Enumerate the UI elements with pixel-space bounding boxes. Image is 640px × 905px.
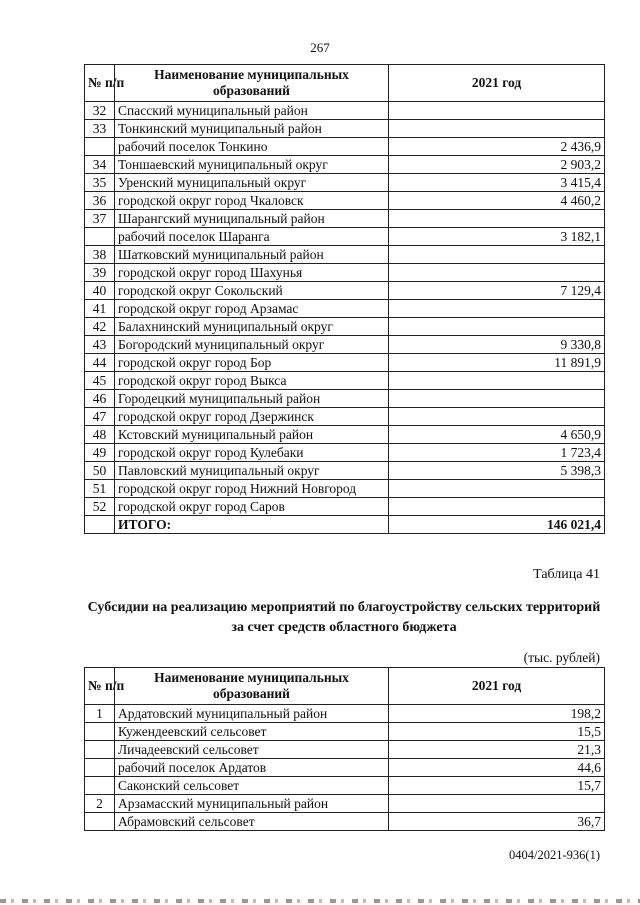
table-row	[85, 174, 605, 192]
row-name: городской округ город Кулебаки	[115, 444, 389, 462]
municipal-table-1	[84, 64, 605, 534]
row-name: Арзамасский муниципальный район	[115, 795, 389, 813]
table-row	[85, 426, 605, 444]
row-value: 15,5	[389, 723, 605, 741]
table-row	[85, 156, 605, 174]
row-number: 39	[85, 264, 115, 282]
row-value	[389, 318, 605, 336]
row-number: 2	[85, 795, 115, 813]
table-row	[85, 318, 605, 336]
header-name: Наименование муниципальных образований	[115, 65, 389, 102]
row-value	[389, 264, 605, 282]
row-number: 45	[85, 372, 115, 390]
row-name: городской округ город Нижний Новгород	[115, 480, 389, 498]
row-name: городской округ город Дзержинск	[115, 408, 389, 426]
row-number: 47	[85, 408, 115, 426]
row-name: городской округ город Саров	[115, 498, 389, 516]
total-row	[85, 516, 605, 534]
header-num: № п/п	[85, 65, 115, 102]
total-label: ИТОГО:	[115, 516, 389, 534]
row-number: 1	[85, 705, 115, 723]
table-row	[85, 759, 605, 777]
row-value: 2 436,9	[389, 138, 605, 156]
table-row	[85, 102, 605, 120]
row-number: 51	[85, 480, 115, 498]
row-number: 49	[85, 444, 115, 462]
row-number	[85, 228, 115, 246]
row-name: городской округ город Выкса	[115, 372, 389, 390]
row-number: 38	[85, 246, 115, 264]
row-name: Саконский сельсовет	[115, 777, 389, 795]
row-name: городской округ город Чкаловск	[115, 192, 389, 210]
table-row	[85, 336, 605, 354]
table-row	[85, 480, 605, 498]
total-num	[85, 516, 115, 534]
row-name: Тоншаевский муниципальный округ	[115, 156, 389, 174]
table-header-row	[85, 65, 605, 102]
row-number	[85, 777, 115, 795]
table-caption: Таблица 41	[533, 567, 600, 582]
table-row	[85, 741, 605, 759]
row-number: 35	[85, 174, 115, 192]
table-row	[85, 813, 605, 831]
row-number: 33	[85, 120, 115, 138]
row-value: 5 398,3	[389, 462, 605, 480]
row-value: 11 891,9	[389, 354, 605, 372]
row-number: 40	[85, 282, 115, 300]
row-number: 43	[85, 336, 115, 354]
row-name: рабочий поселок Ардатов	[115, 759, 389, 777]
row-value: 4 650,9	[389, 426, 605, 444]
header-name: Наименование муниципальных образований	[115, 668, 389, 705]
table-row	[85, 300, 605, 318]
table-row	[85, 705, 605, 723]
row-value: 15,7	[389, 777, 605, 795]
municipal-table-2	[84, 667, 605, 831]
section-title: Субсидии на реализацию мероприятий по благоустройству сельских территорий за счет средств областного бюджета	[87, 600, 601, 635]
table-body	[85, 102, 605, 534]
row-number	[85, 741, 115, 759]
document-code: 0404/2021-936(1)	[509, 848, 600, 862]
row-value: 21,3	[389, 741, 605, 759]
row-name: Павловский муниципальный округ	[115, 462, 389, 480]
row-value: 3 415,4	[389, 174, 605, 192]
table-header-row	[85, 668, 605, 705]
header-year: 2021 год	[389, 668, 605, 705]
row-name: городской округ город Арзамас	[115, 300, 389, 318]
scan-artifact-strip	[0, 899, 640, 903]
row-name: городской округ город Шахунья	[115, 264, 389, 282]
row-name: рабочий поселок Шаранга	[115, 228, 389, 246]
table-row	[85, 138, 605, 156]
total-value: 146 021,4	[389, 516, 605, 534]
row-value	[389, 408, 605, 426]
row-value	[389, 498, 605, 516]
row-value: 198,2	[389, 705, 605, 723]
page-number: 267	[310, 40, 330, 55]
row-value	[389, 120, 605, 138]
row-number	[85, 813, 115, 831]
row-name: Кужендеевский сельсовет	[115, 723, 389, 741]
row-number	[85, 759, 115, 777]
header-year: 2021 год	[389, 65, 605, 102]
table-row	[85, 372, 605, 390]
row-number: 50	[85, 462, 115, 480]
row-value: 9 330,8	[389, 336, 605, 354]
table-row	[85, 354, 605, 372]
table-row	[85, 246, 605, 264]
row-name: рабочий поселок Тонкино	[115, 138, 389, 156]
table-row	[85, 228, 605, 246]
row-number: 32	[85, 102, 115, 120]
row-value	[389, 102, 605, 120]
row-value	[389, 210, 605, 228]
table-row	[85, 192, 605, 210]
table-row	[85, 390, 605, 408]
header-num: № п/п	[85, 668, 115, 705]
row-name: Личадеевский сельсовет	[115, 741, 389, 759]
row-number: 42	[85, 318, 115, 336]
table-row	[85, 498, 605, 516]
row-name: Абрамовский сельсовет	[115, 813, 389, 831]
row-value	[389, 372, 605, 390]
row-value: 1 723,4	[389, 444, 605, 462]
table-row	[85, 444, 605, 462]
table-row	[85, 723, 605, 741]
row-value: 7 129,4	[389, 282, 605, 300]
row-value	[389, 246, 605, 264]
row-name: Уренский муниципальный округ	[115, 174, 389, 192]
row-value	[389, 300, 605, 318]
table-row	[85, 795, 605, 813]
row-number	[85, 138, 115, 156]
table-row	[85, 408, 605, 426]
row-name: Богородский муниципальный округ	[115, 336, 389, 354]
table-row	[85, 264, 605, 282]
table-row	[85, 777, 605, 795]
table-row	[85, 282, 605, 300]
row-name: Кстовский муниципальный район	[115, 426, 389, 444]
row-number: 34	[85, 156, 115, 174]
row-number: 48	[85, 426, 115, 444]
table-body	[85, 705, 605, 831]
row-name: Балахнинский муниципальный округ	[115, 318, 389, 336]
row-value	[389, 795, 605, 813]
row-number: 37	[85, 210, 115, 228]
row-value: 2 903,2	[389, 156, 605, 174]
row-number: 36	[85, 192, 115, 210]
row-value	[389, 390, 605, 408]
row-number: 52	[85, 498, 115, 516]
row-name: Шатковский муниципальный район	[115, 246, 389, 264]
row-name: городской округ Сокольский	[115, 282, 389, 300]
row-value: 3 182,1	[389, 228, 605, 246]
row-value	[389, 480, 605, 498]
table-row	[85, 210, 605, 228]
row-value: 44,6	[389, 759, 605, 777]
row-name: Городецкий муниципальный район	[115, 390, 389, 408]
row-number: 44	[85, 354, 115, 372]
row-name: Ардатовский муниципальный район	[115, 705, 389, 723]
row-name: Спасский муниципальный район	[115, 102, 389, 120]
table-row	[85, 120, 605, 138]
row-name: Тонкинский муниципальный район	[115, 120, 389, 138]
table-row	[85, 462, 605, 480]
units-label: (тыс. рублей)	[523, 650, 600, 665]
row-number: 41	[85, 300, 115, 318]
row-name: Шарангский муниципальный район	[115, 210, 389, 228]
row-number	[85, 723, 115, 741]
row-name: городской округ город Бор	[115, 354, 389, 372]
row-value: 4 460,2	[389, 192, 605, 210]
row-value: 36,7	[389, 813, 605, 831]
row-number: 46	[85, 390, 115, 408]
